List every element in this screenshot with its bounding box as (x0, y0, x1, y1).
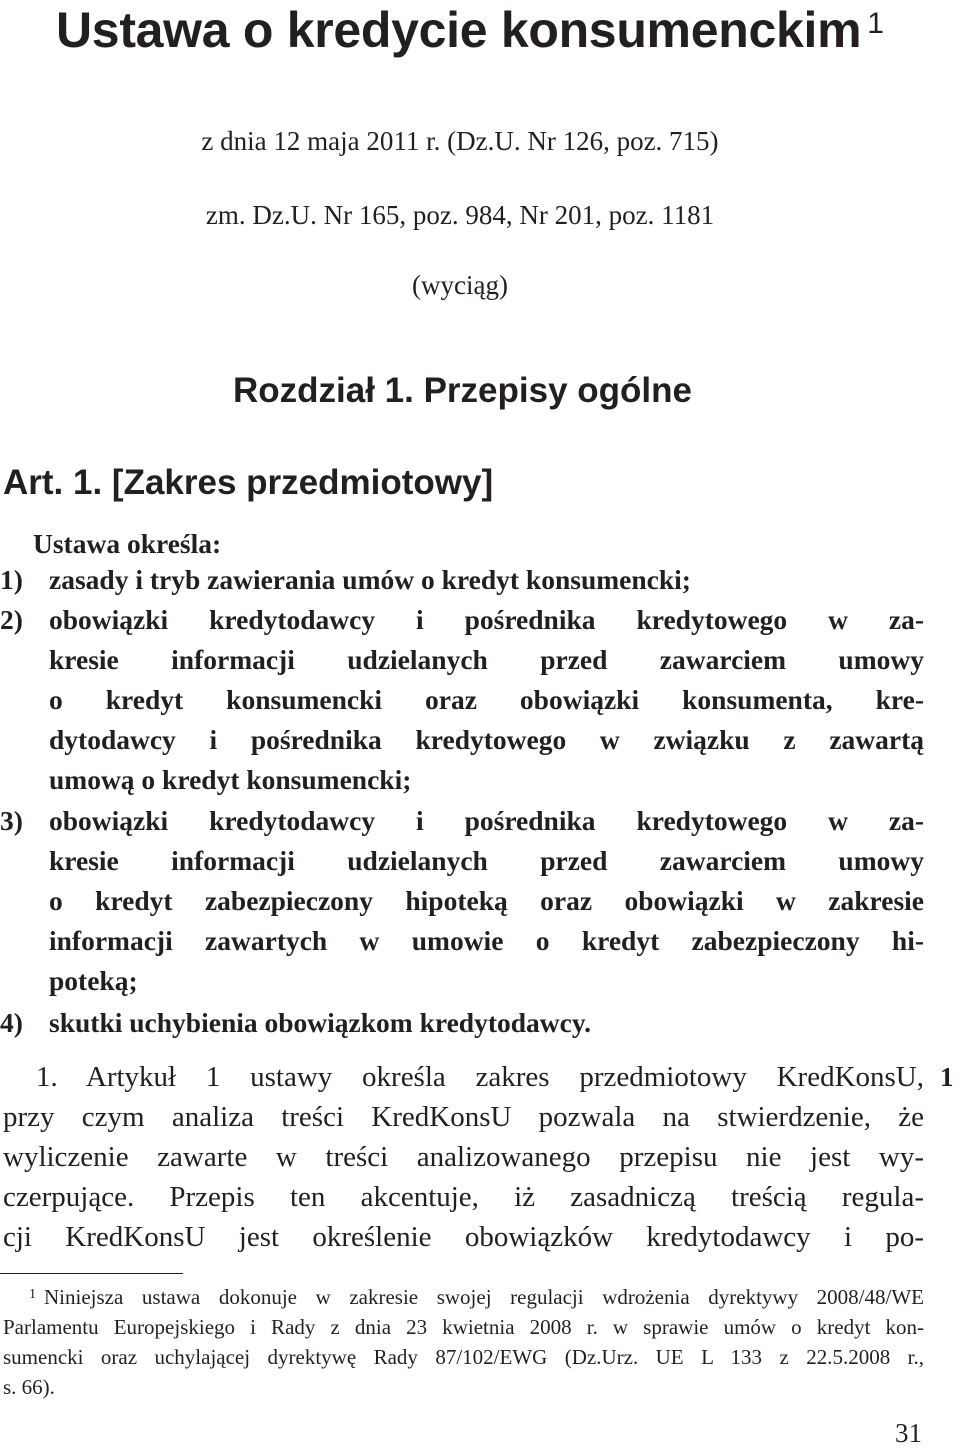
list-line: skutki uchybienia obowiązkom kredytodawcy. (49, 1007, 591, 1038)
list-line: umową o kredyt konsumencki; (49, 764, 412, 795)
list-line: kresie informacji udzielanych przed zawarciem umowy (49, 644, 924, 675)
article-intro: Ustawa określa: (33, 528, 222, 559)
list-line: obowiązki kredytodawcy i pośrednika kredytowego w za- (49, 604, 924, 635)
list-line: obowiązki kredytodawcy i pośrednika kredytowego w za- (49, 805, 924, 836)
document-title (56, 0, 884, 60)
margin-number: 1 (940, 1062, 954, 1092)
list-line: o kredyt konsumencki oraz obowiązki konsumenta, kre- (49, 684, 924, 715)
footnote-line (3, 1282, 924, 1312)
footnote-ref: 1 (29, 1287, 36, 1302)
title-footnote-ref: 1 (867, 7, 884, 40)
footnote-line: s. 66). (3, 1375, 55, 1399)
commentary-line: 1. Artykuł 1 ustawy określa zakres przedmiotowy KredKonsU, (36, 1061, 924, 1093)
amendments-line: zm. Dz.U. Nr 165, poz. 984, Nr 201, poz. 1181 (205, 200, 715, 230)
publication-date-line: z dnia 12 maja 2011 r. (Dz.U. Nr 126, poz. 715) (201, 126, 719, 156)
list-number: 2) (0, 604, 23, 635)
footnote-line: sumencki oraz uchylającej dyrektywę Rady 87/102/EWG (Dz.Urz. UE L 133 z 22.5.2008 r., (3, 1345, 924, 1369)
footnote-line: Parlamentu Europejskiego i Rady z dnia 23 kwietnia 2008 r. w sprawie umów o kredyt kon- (3, 1315, 924, 1339)
list-number: 3) (0, 805, 23, 836)
list-line: dytodawcy i pośrednika kredytowego w związku z zawartą (49, 724, 924, 755)
commentary-line: przy czym analiza treści KredKonsU pozwala na stwierdzenie, że (3, 1101, 924, 1133)
commentary-paragraph (3, 1057, 924, 1257)
list-line: poteką; (49, 965, 138, 996)
chapter-heading: Rozdział 1. Przepisy ogólne (233, 371, 692, 410)
commentary-line: cji KredKonsU jest określenie obowiązków kredytodawcy i po- (3, 1221, 924, 1253)
footnote-text: Niniejsza ustawa dokonuje w zakresie swojej regulacji wdrożenia dyrektywy 2008/48/WE (44, 1285, 924, 1309)
list-number: 4) (0, 1007, 23, 1038)
list-number: 1) (0, 564, 23, 595)
list-line: informacji zawartych w umowie o kredyt zabezpieczony hi- (49, 925, 924, 956)
document-title-text: Ustawa o kredycie konsumenckim (56, 2, 862, 58)
list-line: o kredyt zabezpieczony hipoteką oraz obowiązki w zakresie (49, 885, 924, 916)
page-number: 31 (895, 1418, 922, 1448)
excerpt-label: (wyciąg) (412, 270, 508, 300)
commentary-line: czerpujące. Przepis ten akcentuje, iż zasadniczą treścią regula- (3, 1181, 924, 1213)
footnote (3, 1282, 924, 1402)
list-line: zasady i tryb zawierania umów o kredyt konsumencki; (49, 564, 691, 595)
list-line: kresie informacji udzielanych przed zawarciem umowy (49, 845, 924, 876)
footnote-separator (0, 1273, 183, 1274)
commentary-line: wyliczenie zawarte w treści analizowanego przepisu nie jest wy- (3, 1141, 924, 1173)
article-heading: Art. 1. [Zakres przedmiotowy] (3, 463, 494, 502)
